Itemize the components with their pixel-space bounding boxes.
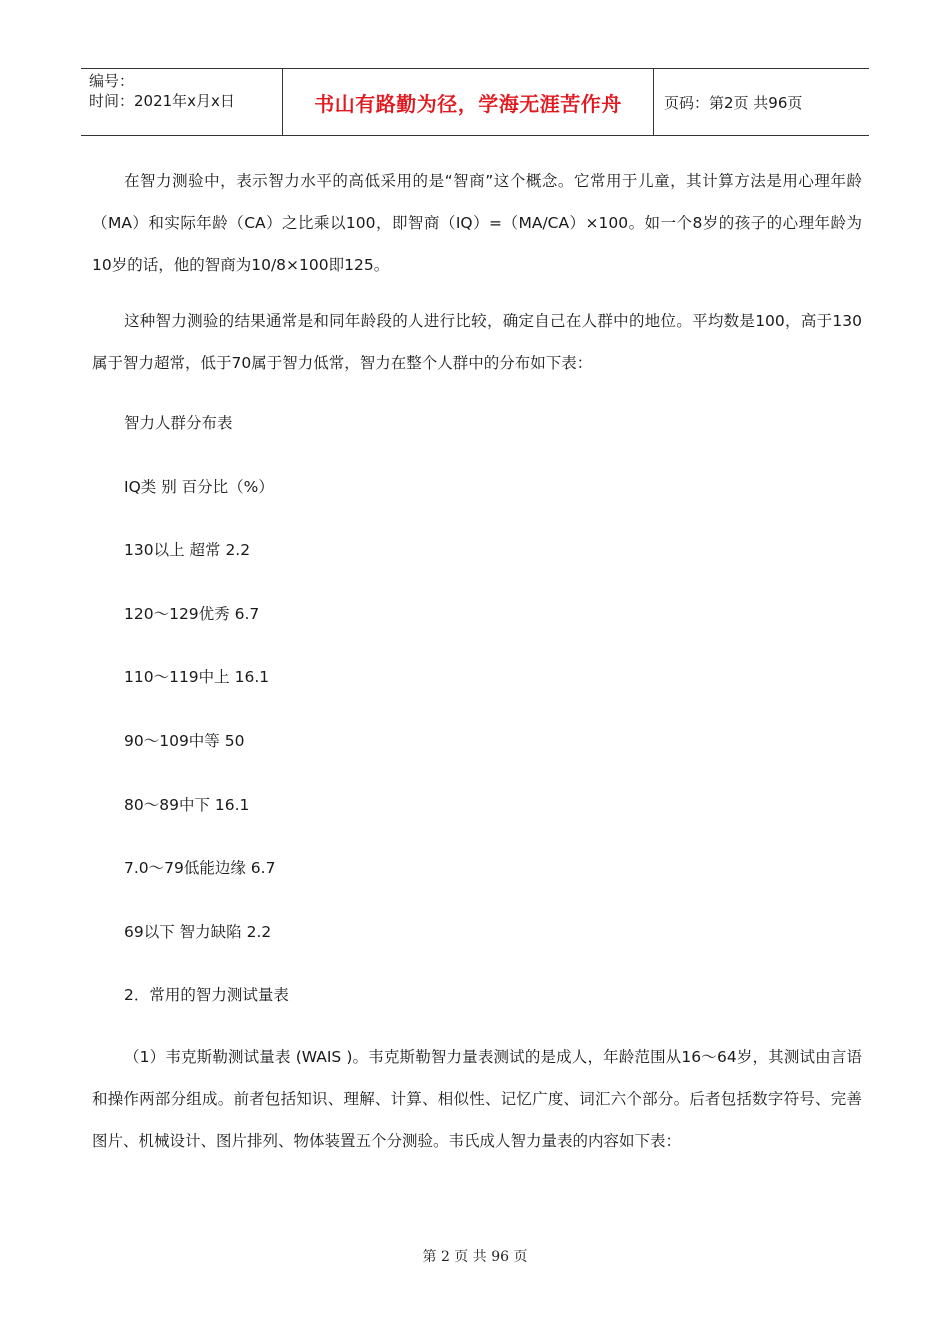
number-label: 编号： <box>89 72 135 90</box>
table-row: 80～89中下 16.1 <box>124 795 250 814</box>
table-row: 110～119中上 16.1 <box>124 668 270 687</box>
document-body <box>92 160 862 1162</box>
document-header <box>81 68 869 136</box>
page-footer: 第 2 页 共 96 页 <box>422 1249 528 1265</box>
table-header: IQ类 别 百分比（%） <box>124 477 274 496</box>
table-row: 130以上 超常 2.2 <box>124 541 251 560</box>
header-page-cell <box>654 69 869 135</box>
paragraph-iq-definition: 在智力测验中，表示智力水平的高低采用的是“智商”这个概念。它常用于儿童，其计算方法是用心理年龄（MA）和实际年龄（CA）之比乘以100，即智商（IQ）=（MA/CA）×100。如一个8岁的孩子的心理年龄为10岁的话，他的智商为10/8×100即125。 <box>92 172 862 274</box>
table-row: 120～129优秀 6.7 <box>124 604 260 623</box>
motto: 书山有路勤为径，学海无涯苦作舟 <box>314 91 622 116</box>
table-row: 69以下 智力缺陷 2.2 <box>124 922 272 941</box>
paragraph-wais: （1）韦克斯勒测试量表 (WAIS )。韦克斯勒智力量表测试的是成人，年龄范围从16～64岁，其测试由言语和操作两部分组成。前者包括知识、理解、计算、相似性、记忆广度、词汇六个部分。后者包括数字符号、完善图片、机械设计、图片排列、物体装置五个分测验。韦氏成人智力量表的内容如下表： <box>92 1047 862 1150</box>
table-title: 智力人群分布表 <box>124 414 233 432</box>
paragraph-iq-comparison: 这种智力测验的结果通常是和同年龄段的人进行比较，确定自己在人群中的地位。平均数是100，高于130属于智力超常，低于70属于智力低常，智力在整个人群中的分布如下表： <box>92 312 862 372</box>
date-label: 时间：2021年x月x日 <box>89 92 235 110</box>
header-meta <box>81 69 282 135</box>
page-info: 页码：第2页 共96页 <box>664 93 803 112</box>
table-row: 90～109中等 50 <box>124 731 245 750</box>
section-heading: 2．常用的智力测试量表 <box>124 986 289 1005</box>
header-motto-cell <box>282 69 654 135</box>
table-row: 7.0～79低能边缘 6.7 <box>124 859 276 878</box>
